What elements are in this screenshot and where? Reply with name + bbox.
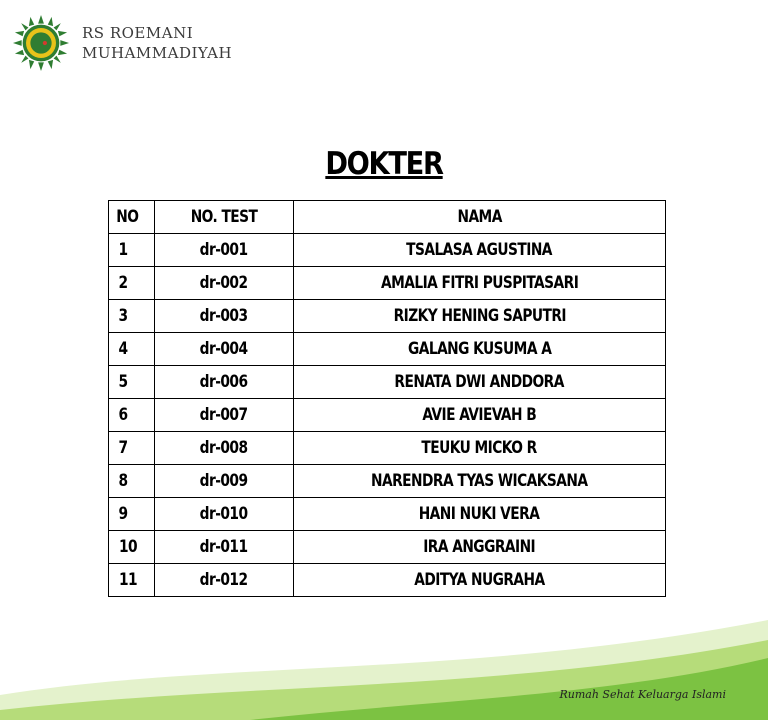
- page-title: DOKTER: [325, 146, 443, 182]
- cell-name: ADITYA NUGRAHA: [294, 564, 666, 597]
- cell-name: TEUKU MICKO R: [294, 432, 666, 465]
- cell-test: dr-011: [155, 531, 294, 564]
- cell-name: TSALASA AGUSTINA: [294, 234, 666, 267]
- cell-name: RIZKY HENING SAPUTRI: [294, 300, 666, 333]
- table-row: [109, 267, 666, 300]
- cell-test: dr-008: [155, 432, 294, 465]
- cell-test: dr-009: [155, 465, 294, 498]
- column-header-test: NO. TEST: [155, 201, 294, 234]
- cell-test: dr-001: [155, 234, 294, 267]
- column-header-name: NAMA: [294, 201, 666, 234]
- cell-name: RENATA DWI ANDDORA: [294, 366, 666, 399]
- table-row: [109, 300, 666, 333]
- table-row: [109, 399, 666, 432]
- muhammadiyah-sun-logo-icon: [12, 14, 70, 72]
- tagline: Rumah Sehat Keluarga Islami: [559, 688, 726, 701]
- cell-no: 5: [109, 366, 155, 399]
- table-row: [109, 564, 666, 597]
- cell-test: dr-004: [155, 333, 294, 366]
- cell-no: 1: [109, 234, 155, 267]
- hospital-name: [82, 23, 232, 63]
- column-header-no: NO: [109, 201, 155, 234]
- cell-name: NARENDRA TYAS WICAKSANA: [294, 465, 666, 498]
- hospital-name-line2: MUHAMMADIYAH: [82, 44, 233, 62]
- table-row: [109, 498, 666, 531]
- cell-test: dr-006: [155, 366, 294, 399]
- cell-name: AMALIA FITRI PUSPITASARI: [294, 267, 666, 300]
- cell-name: IRA ANGGRAINI: [294, 531, 666, 564]
- cell-no: 8: [109, 465, 155, 498]
- table-row: [109, 465, 666, 498]
- cell-name: GALANG KUSUMA A: [294, 333, 666, 366]
- cell-test: dr-003: [155, 300, 294, 333]
- cell-no: 7: [109, 432, 155, 465]
- table-row: [109, 432, 666, 465]
- cell-no: 4: [109, 333, 155, 366]
- cell-test: dr-002: [155, 267, 294, 300]
- doctor-table: [108, 200, 666, 597]
- header: [12, 14, 232, 72]
- cell-test: dr-012: [155, 564, 294, 597]
- cell-no: 2: [109, 267, 155, 300]
- cell-no: 6: [109, 399, 155, 432]
- table-row: [109, 531, 666, 564]
- cell-test: dr-010: [155, 498, 294, 531]
- hospital-name-line1: RS ROEMANI: [82, 24, 194, 42]
- green-wave-decoration: [0, 600, 768, 720]
- table-row: [109, 366, 666, 399]
- table-header-row: [109, 201, 666, 234]
- table-row: [109, 333, 666, 366]
- cell-test: dr-007: [155, 399, 294, 432]
- cell-name: AVIE AVIEVAH B: [294, 399, 666, 432]
- cell-no: 9: [109, 498, 155, 531]
- cell-name: HANI NUKI VERA: [294, 498, 666, 531]
- cell-no: 10: [109, 531, 155, 564]
- table-row: [109, 234, 666, 267]
- cell-no: 3: [109, 300, 155, 333]
- cell-no: 11: [109, 564, 155, 597]
